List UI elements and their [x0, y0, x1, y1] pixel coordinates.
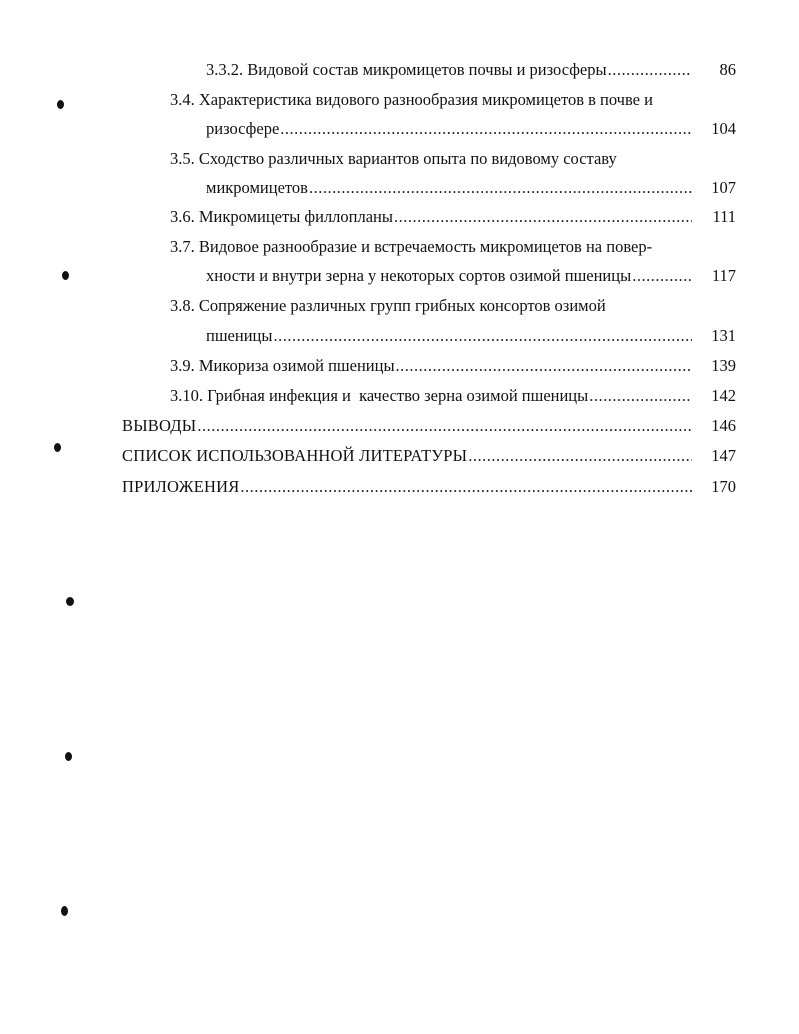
punch-hole-mark [65, 752, 72, 761]
toc-entry-3-10 [170, 384, 694, 408]
toc-entry-title: ВЫВОДЫ [122, 416, 197, 435]
punch-hole-mark [57, 100, 64, 109]
toc-entry-title: 3.9. Микориза озимой пшеницы [170, 356, 395, 375]
toc-entry-title: 3.5. Сходство различных вариантов опыта по видовому составу [170, 149, 617, 168]
toc-page-number: 146 [711, 416, 736, 435]
dot-leader [632, 264, 692, 288]
punch-hole-mark [62, 271, 69, 280]
toc-page-number: 111 [712, 207, 736, 226]
punch-hole-mark [54, 443, 61, 452]
toc-entry-3-9 [170, 354, 694, 378]
dot-leader [394, 205, 692, 229]
toc-page-number: 170 [711, 477, 736, 496]
dot-leader [468, 444, 692, 468]
toc-entry-title: 3.7. Видовое разнообразие и встречаемость микромицетов на повер- [170, 237, 653, 256]
toc-entry-title: 3.10. Грибная инфекция и качество зерна озимой пшеницы [170, 386, 589, 405]
dot-leader [273, 324, 692, 348]
dot-leader [589, 384, 692, 408]
toc-page-number: 86 [719, 60, 736, 79]
toc-entry-title-cont: хности и внутри зерна у некоторых сортов озимой пшеницы [206, 266, 632, 285]
toc-entry-title-cont: пшеницы [206, 326, 273, 345]
toc-page-number: 117 [711, 266, 736, 285]
toc-entry-3-5-cont [206, 176, 694, 200]
toc-entry-title: ПРИЛОЖЕНИЯ [122, 477, 240, 496]
toc-entry-title: СПИСОК ИСПОЛЬЗОВАННОЙ ЛИТЕРАТУРЫ [122, 446, 468, 465]
toc-entry-3-4 [170, 88, 694, 112]
toc-entry-3-8-cont [206, 324, 694, 348]
toc-entry-references [122, 444, 694, 468]
toc-entry-appendices [122, 475, 694, 499]
dot-leader [396, 354, 692, 378]
toc-entry-title: 3.3.2. Видовой состав микромицетов почвы и ризосферы [206, 60, 607, 79]
toc-entry-3-8 [170, 294, 694, 318]
punch-hole-mark [61, 906, 68, 916]
toc-entry-3-7 [170, 235, 694, 259]
toc-entry-3-7-cont [206, 264, 694, 288]
toc-entry-3-6 [170, 205, 694, 229]
dot-leader [197, 414, 692, 438]
dot-leader [608, 58, 692, 82]
toc-entry-3-4-cont [206, 117, 694, 141]
toc-page-number: 139 [711, 356, 736, 375]
toc-entry-title: 3.4. Характеристика видового разнообразия микромицетов в почве и [170, 90, 653, 109]
dot-leader [240, 475, 692, 499]
toc-entry-title-cont: ризосфере [206, 119, 280, 138]
toc-page-number: 107 [711, 178, 736, 197]
dot-leader [280, 117, 692, 141]
toc-entry-title-cont: микромицетов [206, 178, 308, 197]
toc-page-number: 131 [711, 326, 736, 345]
toc-entry-conclusions [122, 414, 694, 438]
toc-page-number: 147 [711, 446, 736, 465]
toc-entry-3-5 [170, 147, 694, 171]
toc-entry-title: 3.8. Сопряжение различных групп грибных консортов озимой [170, 296, 606, 315]
punch-hole-mark [66, 597, 74, 606]
toc-page-number: 142 [711, 386, 736, 405]
toc-page-number: 104 [711, 119, 736, 138]
toc-entry-3-3-2 [206, 58, 694, 82]
toc-entry-title: 3.6. Микромицеты филлопланы [170, 207, 393, 226]
dot-leader [309, 176, 692, 200]
